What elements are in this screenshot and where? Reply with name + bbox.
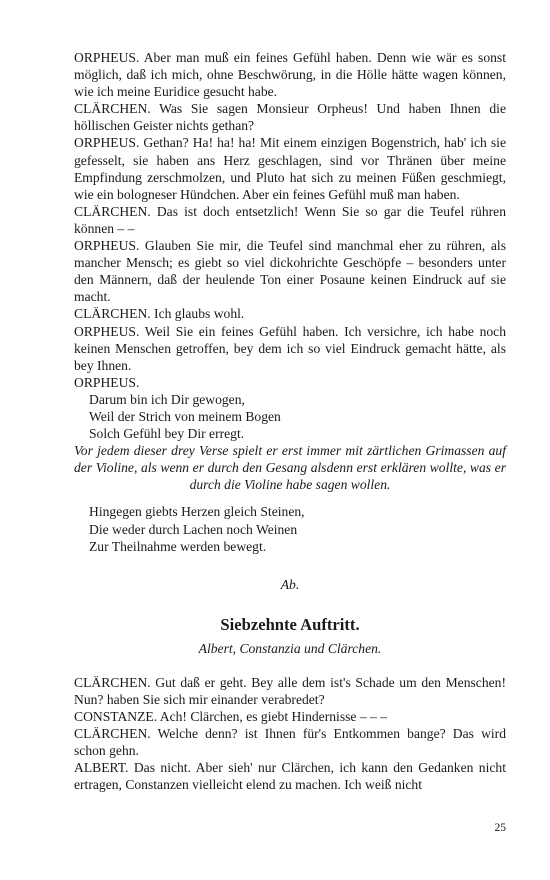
verse-line: Solch Gefühl bey Dir erregt.: [89, 426, 245, 442]
paragraph: CLÄRCHEN. Was Sie sagen Monsieur Orpheus! Und haben Ihnen die höllischen Geister nichts gethan?: [74, 101, 506, 134]
verse-block: [74, 503, 506, 554]
spacer: [74, 493, 506, 503]
paragraph: CLÄRCHEN. Gut daß er geht. Bey alle dem ist's Schade um den Menschen! Nun? haben Sie sich mir einander verabredet?: [74, 674, 506, 707]
scene-heading: Siebzehnte Auftritt.: [220, 614, 360, 634]
paragraph: ALBERT. Das nicht. Aber sieh' nur Clärchen, ich kann den Gedanken nicht ertragen, Constanzen vielleicht elend zu machen. Ich weiß nicht: [74, 760, 506, 793]
paragraph: ORPHEUS. Gethan? Ha! ha! ha! Mit einem einzigen Bogenstrich, hab' ich sie gefesselt, sie haben ans Herz geschlagen, sind vor Thränen über meine Empfindung zerschmolzen, und Pluto hat sich zu meinen Füßen geschmiegt, wie ein bologneser Hündchen. Aber ein feines Gefühl muß man haben.: [74, 135, 506, 202]
paragraph: CLÄRCHEN. Das ist doch entsetzlich! Wenn Sie so gar die Teufel rühren können – –: [74, 203, 506, 236]
verse-line: Zur Theilnahme werden bewegt.: [89, 538, 267, 554]
paragraph: CONSTANZE. Ach! Clärchen, es giebt Hindernisse – – –: [74, 709, 388, 725]
stage-direction: Vor jedem dieser drey Verse spielt er erst immer mit zärtlichen Grimassen auf der Violine, als wenn er durch den Gesang alsdenn erst erklären wollte, was er durch die Violine habe sagen wollen.: [74, 443, 506, 493]
paragraph: CLÄRCHEN. Welche denn? ist Ihnen für's Entkommen bange? Das wird schon gehn.: [74, 726, 506, 759]
verse-line: Hingegen giebts Herzen gleich Steinen,: [89, 504, 305, 520]
paragraph: ORPHEUS. Aber man muß ein feines Gefühl haben. Denn wie wär es sonst möglich, daß ich mich, ohne Beschwörung, in die Hölle hätte wagen können, wie ich meine Euridice gesucht habe.: [74, 50, 506, 100]
paragraph: ORPHEUS. Glauben Sie mir, die Teufel sind manchmal eher zu rühren, als mancher Mensch; es giebt so viel dickohrichte Geschöpfe – besonders unter den Männern, daß der heulende Ton einer Posaune keinen Eindruck auf sie macht.: [74, 238, 506, 305]
page-body: [74, 49, 506, 794]
paragraph: CLÄRCHEN. Ich glaubs wohl.: [74, 306, 245, 322]
speaker-label: ORPHEUS.: [74, 374, 140, 390]
exit-direction: Ab.: [280, 576, 300, 592]
paragraph: ORPHEUS. Weil Sie ein feines Gefühl haben. Ich versichre, ich habe noch keinen Menschen getroffen, bey dem ich so viel Eindruck gemacht hätte, als bey Ihnen.: [74, 323, 506, 373]
scene-cast: Albert, Constanzia und Clärchen.: [198, 640, 382, 656]
spacer: [74, 657, 506, 674]
verse-line: Weil der Strich von meinem Bogen: [89, 408, 281, 424]
verse-block: [74, 391, 506, 442]
page-number: 25: [494, 822, 506, 834]
verse-line: Die weder durch Lachen noch Weinen: [89, 521, 298, 537]
verse-line: Darum bin ich Dir gewogen,: [89, 391, 245, 407]
